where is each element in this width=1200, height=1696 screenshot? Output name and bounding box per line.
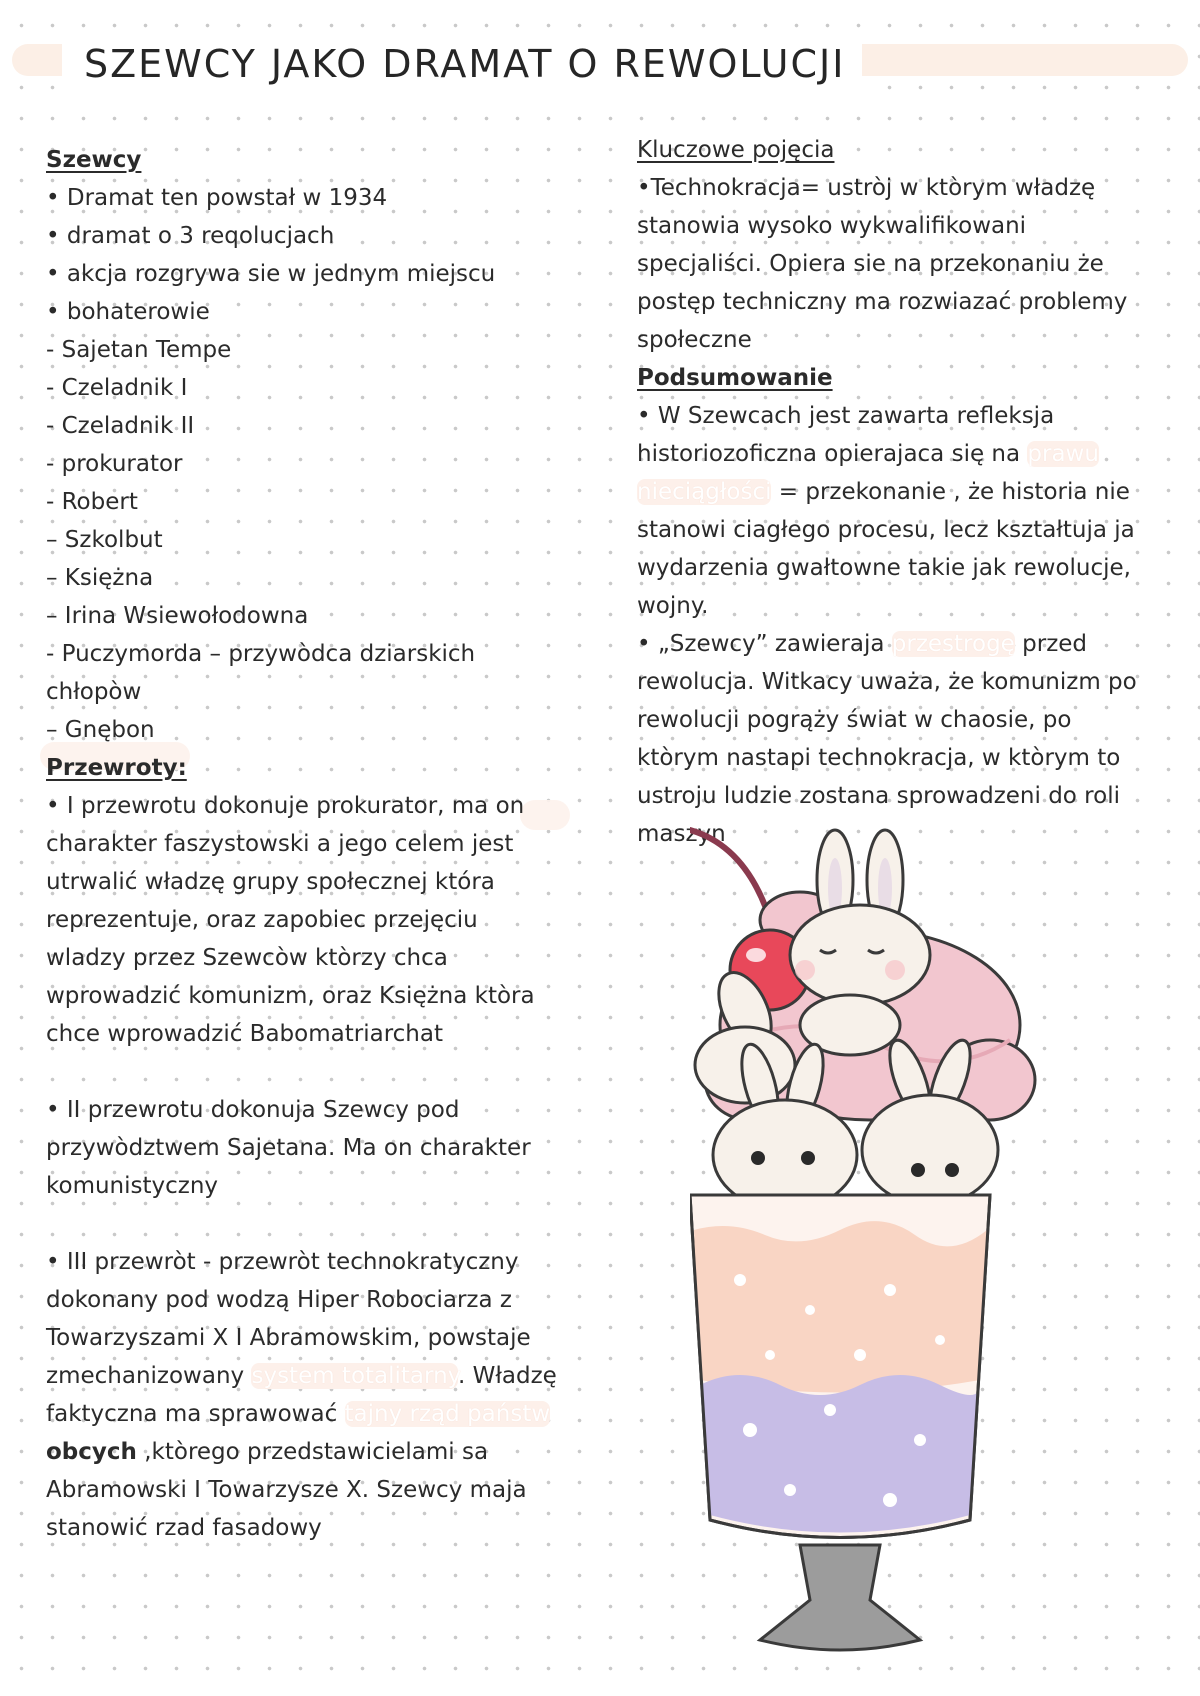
paragraph-line: stanowić rzad fasadowy (46, 1515, 322, 1541)
paragraph-line (46, 1395, 606, 1433)
bullet-line: • Dramat ten powstał w 1934 (46, 185, 388, 211)
text-span: faktyczna ma sprawować (46, 1401, 338, 1427)
paragraph-line: maszyn (637, 821, 726, 847)
character-item: – Księżna (46, 565, 154, 591)
text-span: historiozoficzna opierajaca się na (637, 441, 1021, 467)
text-span: przed (1014, 631, 1088, 657)
paragraph-line: ktòrym nastapi technokracja, w ktòrym to (637, 745, 1121, 771)
peach-layer (694, 1221, 987, 1392)
character-item: - Czeladnik II (46, 413, 195, 439)
paragraph-line: postęp techniczny ma rozwiazać problemy (637, 289, 1128, 315)
character-item: - Czeladnik I (46, 375, 188, 401)
character-item: - Puczymorda – przywòdca dziarskich (46, 641, 476, 667)
paragraph-line: społeczne (637, 327, 752, 353)
section-heading-podsumowanie: Podsumowanie (637, 365, 833, 391)
paragraph-line (637, 435, 1177, 473)
paragraph-line: specjaliści. Opiera sie na przekonaniu że (637, 251, 1104, 277)
glass-base (760, 1545, 920, 1650)
bullet-line: • bohaterowie (46, 299, 210, 325)
character-item: - Sajetan Tempe (46, 337, 232, 363)
highlighted-term: tajny rząd państw (344, 1401, 551, 1427)
highlighted-term: przestrogę (891, 631, 1015, 657)
paragraph-line: rewolucja. Witkacy uważa, że komunizm po (637, 669, 1137, 695)
paragraph-line (46, 1433, 606, 1471)
paragraph-line (46, 1357, 606, 1395)
paragraph-line: utrwalić władzę grupy społecznej która (46, 869, 495, 895)
text-span: = przekonanie , że historia nie (771, 479, 1130, 505)
section-heading-szewcy: Szewcy (46, 147, 142, 173)
right-column (637, 131, 1177, 853)
character-item: – Szkolbut (46, 527, 163, 553)
lavender-layer (700, 1375, 980, 1533)
text-span: • „Szewcy” zawieraja (637, 631, 885, 657)
page-title: SZEWCY JAKO DRAMAT O REWOLUCJI (62, 36, 862, 92)
character-item: - Robert (46, 489, 138, 515)
paragraph-line: reprezentuje, oraz zapobiec przejęciu (46, 907, 478, 933)
highlighted-term: system totalitarny (251, 1363, 458, 1389)
character-item: - prokurator (46, 451, 183, 477)
paragraph-line: stanowi ciagłego procesu, lecz kształtuja ja (637, 517, 1135, 543)
paragraph-line: komunistyczny (46, 1173, 219, 1199)
section-heading-przewroty: Przewroty: (46, 755, 187, 781)
section-heading-kluczowe: Kluczowe pojęcia (637, 137, 835, 163)
paragraph-line: dokonany pod wodzą Hiper Robociarza z (46, 1287, 512, 1313)
paragraph-line: • W Szewcach jest zawarta refleksja (637, 403, 1055, 429)
paragraph-line: rewolucji pogrąży świat w chaosie, po (637, 707, 1072, 733)
text-span: ,ktòrego przedstawicielami sa (136, 1439, 489, 1465)
paragraph-line (637, 625, 1177, 663)
sundae-bunny-illustration (690, 810, 1070, 1660)
character-item: – Irina Wsiewołodowna (46, 603, 309, 629)
paragraph-line: ustroju ludzie zostana sprowadzeni do roli (637, 783, 1120, 809)
character-item: chłopòw (46, 679, 142, 705)
paragraph-line: wojny. (637, 593, 709, 619)
bullet-line: • akcja rozgrywa sie w jednym miejscu (46, 261, 496, 287)
paragraph-line: •Technokracja= ustròj w ktòrym władzę (637, 175, 1096, 201)
highlighted-term: prawu (1027, 441, 1099, 467)
paragraph-line: • I przewrotu dokonuje prokurator, ma on (46, 793, 525, 819)
paragraph-line: wladzy przez Szewcòw ktòrzy chca (46, 945, 448, 971)
bullet-line: • dramat o 3 reqolucjach (46, 223, 335, 249)
paragraph-line: przywòdztwem Sajetana. Ma on charakter (46, 1135, 531, 1161)
text-span: . Władzę (458, 1363, 557, 1389)
text-span: zmechanizowany (46, 1363, 245, 1389)
left-column (46, 141, 606, 1547)
paragraph-line: Abramowski I Towarzysze X. Szewcy maja (46, 1477, 527, 1503)
paragraph-line: wydarzenia gwałtowne takie jak rewolucje, (637, 555, 1131, 581)
highlighted-term: nieciągłości (637, 479, 772, 505)
paragraph-line: • III przewròt - przewròt technokratyczny (46, 1249, 519, 1275)
paragraph-line: stanowia wysoko wykwalifikowani (637, 213, 1027, 239)
paragraph-line: charakter faszystowski a jego celem jest (46, 831, 514, 857)
paragraph-line (637, 473, 1177, 511)
character-item: – Gnębon (46, 717, 155, 743)
paragraph-line: chce wprowadzić Babomatriarchat (46, 1021, 443, 1047)
paragraph-line: • II przewrotu dokonuja Szewcy pod (46, 1097, 460, 1123)
paragraph-line: Towarzyszami X I Abramowskim, powstaje (46, 1325, 531, 1351)
paragraph-line: wprowadzić komunizm, oraz Księżna ktòra (46, 983, 535, 1009)
bold-term: obcych (46, 1439, 137, 1465)
